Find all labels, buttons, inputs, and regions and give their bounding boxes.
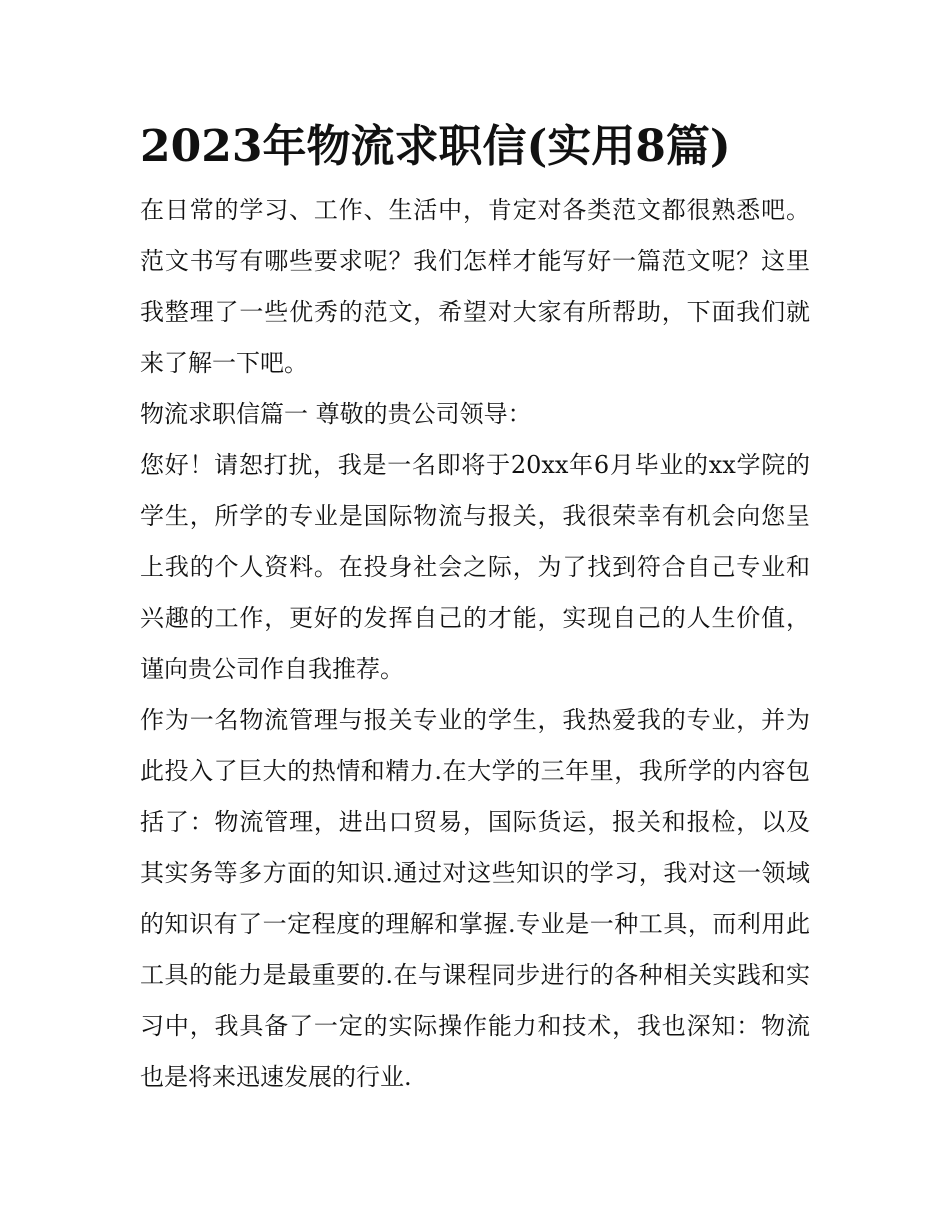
letter-heading-paragraph: 物流求职信篇一 尊敬的贵公司领导： bbox=[140, 400, 532, 428]
greeting-paragraph: 您好！请恕打扰，我是一名即将于20xx年6月毕业的xx学院的学生，所学的专业是国际物流与报关，我很荣幸有机会向您呈上我的个人资料。在投身社会之际，为了找到符合自己专业和兴趣的工作，更好的发挥自己的才能，实现自己的人生价值，谨向贵公司作自我推荐。 bbox=[140, 451, 810, 683]
body-paragraph: 作为一名物流管理与报关专业的学生，我热爱我的专业，并为此投入了巨大的热情和精力.在大学的三年里，我所学的内容包括了：物流管理，进出口贸易，国际货运，报关和报检，以及其实务等多方面的知识.通过对这些知识的学习，我对这一领域的知识有了一定程度的理解和掌握.专业是一种工具，而利用此工具的能力是最重要的.在与课程同步进行的各种相关实践和实习中，我具备了一定的实际操作能力和技术，我也深知：物流也是将来迅速发展的行业. bbox=[140, 706, 810, 1091]
document-title: 2023年物流求职信(实用8篇) bbox=[140, 121, 731, 172]
intro-paragraph: 在日常的学习、工作、生活中，肯定对各类范文都很熟悉吧。范文书写有哪些要求呢？我们怎样才能写好一篇范文呢？这里我整理了一些优秀的范文，希望对大家有所帮助，下面我们就来了解一下吧。 bbox=[140, 196, 810, 377]
